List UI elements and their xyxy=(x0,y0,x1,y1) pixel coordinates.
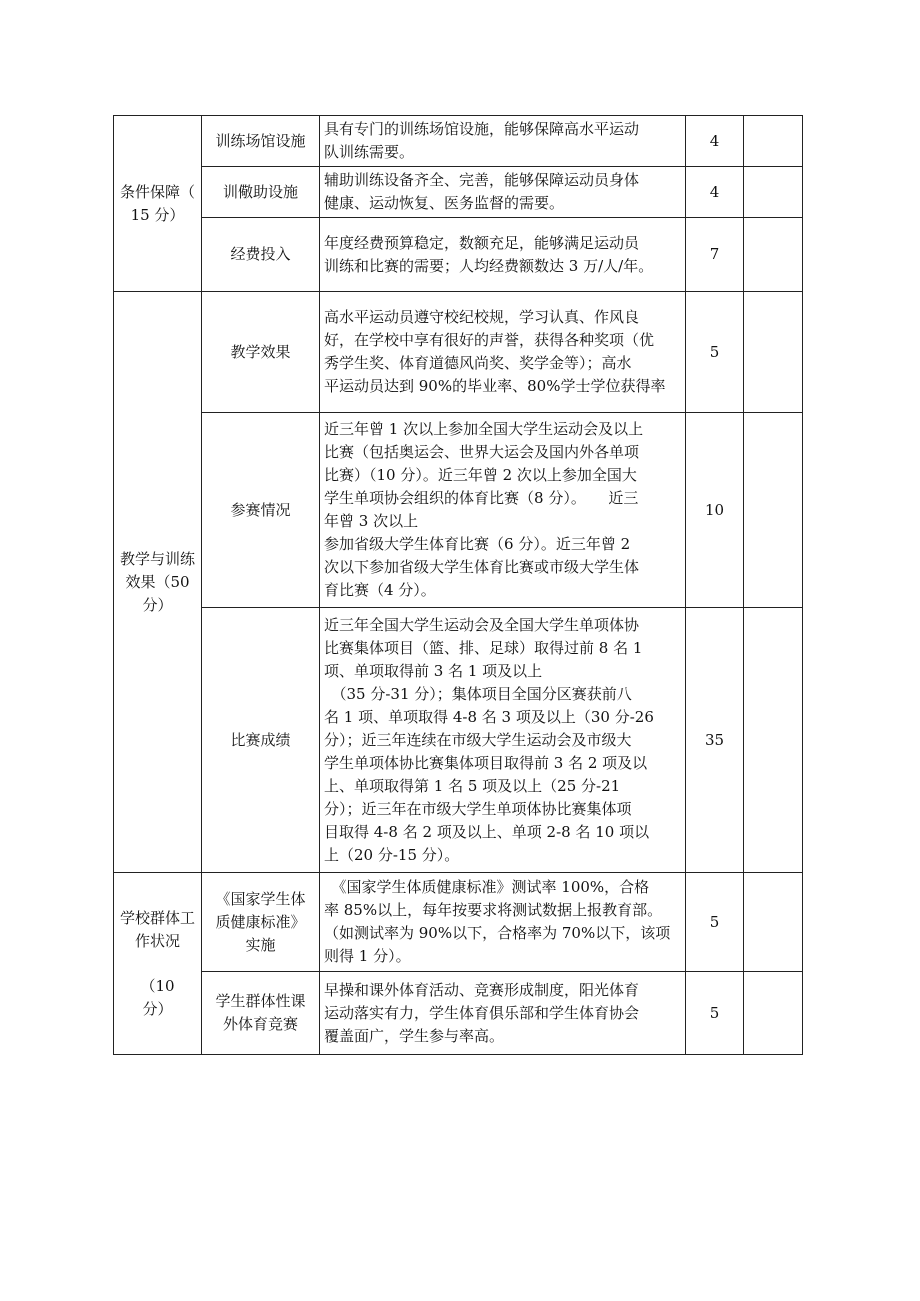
description-cell xyxy=(320,873,686,972)
table-row xyxy=(114,292,803,413)
description-line: （如测试率为 90%以下，合格率为 70%以下，该项 xyxy=(324,924,671,942)
score-cell xyxy=(686,218,744,292)
item-name: 训练场馆设施 xyxy=(215,131,306,150)
description-line: 健康、运动恢复、医务监督的需要。 xyxy=(324,194,565,212)
table-row xyxy=(114,218,803,292)
score-cell xyxy=(686,873,744,972)
blank-cell xyxy=(744,167,803,218)
item-name: 经费投入 xyxy=(230,245,291,263)
description-line: 次以下参加省级大学生体育比赛或市级大学生体 xyxy=(324,558,640,576)
category-label: 15 分） xyxy=(130,205,185,224)
description-line: 学生单项协会组织的体育比赛（8 分）。 近三 xyxy=(324,489,639,507)
description-line: 率 85%以上，每年按要求将测试数据上报教育部。 xyxy=(324,901,663,919)
description-cell xyxy=(320,413,686,608)
blank-cell xyxy=(744,608,803,873)
description-line: 具有专门的训练场馆设施，能够保障高水平运动 xyxy=(324,120,640,138)
description-cell xyxy=(320,218,686,292)
description-line: 早操和课外体育活动、竞赛形成制度，阳光体育 xyxy=(324,980,640,999)
description-line: 参加省级大学生体育比赛（6 分）。近三年曾 2 xyxy=(324,535,631,553)
description-line: 平运动员达到 90%的毕业率、80%学士学位获得率 xyxy=(324,377,666,395)
item-name: 《国家学生体 xyxy=(215,889,306,908)
table-row xyxy=(114,972,803,1055)
score-cell xyxy=(686,972,744,1055)
description-line: 辅助训练设备齐全、完善，能够保障运动员身体 xyxy=(324,171,640,189)
description-line: 高水平运动员遵守校纪校规，学习认真、作风良 xyxy=(324,308,640,326)
description-line: 分）；近三年在市级大学生单项体协比赛集体项 xyxy=(324,799,632,818)
item-name-cell xyxy=(202,292,320,413)
description-line: （35 分-31 分）；集体项目全国分区赛获前八 xyxy=(324,684,632,703)
description-line: 秀学生奖、体育道德风尚奖、奖学金等）；高水 xyxy=(324,354,632,372)
item-name-cell xyxy=(202,873,320,972)
description-line: 学生单项体协比赛集体项目取得前 3 名 2 项及以 xyxy=(324,753,648,772)
category-label: 作状况 xyxy=(134,931,180,950)
table-row xyxy=(114,608,803,873)
description-line: 《国家学生体质健康标准》测试率 100%，合格 xyxy=(324,878,650,896)
description-cell xyxy=(320,292,686,413)
category-cell xyxy=(114,873,202,1055)
item-name-cell xyxy=(202,972,320,1055)
table-row xyxy=(114,167,803,218)
blank-cell xyxy=(744,218,803,292)
item-name-cell xyxy=(202,413,320,608)
table-row xyxy=(114,116,803,167)
description-cell xyxy=(320,116,686,167)
table-row xyxy=(114,413,803,608)
description-line: 则得 1 分）。 xyxy=(324,947,411,965)
score-value: 5 xyxy=(709,912,720,931)
description-line: 上（20 分-15 分）。 xyxy=(324,845,460,864)
score-cell xyxy=(686,413,744,608)
description-line: 目取得 4-8 名 2 项及以上、单项 2-8 名 10 项以 xyxy=(324,822,650,841)
category-label: 效果（50 xyxy=(125,572,190,591)
score-cell xyxy=(686,608,744,873)
item-name: 外体育竞赛 xyxy=(222,1015,298,1033)
item-name: 学生群体性课 xyxy=(215,992,306,1010)
score-cell xyxy=(686,116,744,167)
score-value: 4 xyxy=(709,182,720,201)
item-name: 教学效果 xyxy=(230,342,291,361)
category-label: 分） xyxy=(142,999,173,1018)
description-line: 年曾 3 次以上 xyxy=(324,512,419,530)
item-name-cell xyxy=(202,116,320,167)
category-label: 分） xyxy=(142,595,173,614)
blank-cell xyxy=(744,292,803,413)
description-line: 上、单项取得第 1 名 5 项及以上（25 分-21 xyxy=(324,776,621,795)
table-row xyxy=(114,873,803,972)
item-name: 实施 xyxy=(245,935,276,954)
category-label: 学校群体工 xyxy=(119,908,195,927)
item-name: 参赛情况 xyxy=(230,500,291,519)
score-value: 5 xyxy=(709,342,720,361)
item-name: 比赛成绩 xyxy=(230,730,291,749)
category-label: 条件保障（ xyxy=(119,182,195,201)
description-cell xyxy=(320,608,686,873)
blank-cell xyxy=(744,972,803,1055)
category-label: 教学与训练 xyxy=(119,549,195,568)
score-value: 5 xyxy=(709,1003,720,1022)
item-name: 训儆助设施 xyxy=(222,182,298,201)
description-line: 近三年曾 1 次以上参加全国大学生运动会及以上 xyxy=(324,420,644,438)
score-value: 7 xyxy=(709,245,720,263)
description-line: 育比赛（4 分）。 xyxy=(324,581,436,599)
item-name-cell xyxy=(202,218,320,292)
description-line: 名 1 项、单项取得 4-8 名 3 项及以上（30 分-26 xyxy=(324,707,654,726)
description-line: 年度经费预算稳定，数额充足，能够满足运动员 xyxy=(324,233,640,252)
score-value: 10 xyxy=(704,500,725,519)
item-name-cell xyxy=(202,608,320,873)
description-line: 比赛集体项目（篮、排、足球）取得过前 8 名 1 xyxy=(324,638,643,657)
item-name-cell xyxy=(202,167,320,218)
description-line: 项、单项取得前 3 名 1 项及以上 xyxy=(324,661,543,680)
description-line: 分）；近三年连续在市级大学生运动会及市级大 xyxy=(324,730,632,749)
description-line: 队训练需要。 xyxy=(324,143,415,161)
score-cell xyxy=(686,292,744,413)
item-name: 质健康标准》 xyxy=(215,912,306,931)
category-label: （10 xyxy=(140,976,175,995)
blank-cell xyxy=(744,413,803,608)
category-cell xyxy=(114,116,202,292)
description-line: 训练和比赛的需要；人均经费额数达 3 万/人/年。 xyxy=(324,256,654,275)
score-value: 35 xyxy=(704,730,725,749)
category-cell xyxy=(114,292,202,873)
evaluation-table xyxy=(113,115,803,1055)
description-line: 覆盖面广，学生参与率高。 xyxy=(324,1026,505,1045)
score-cell xyxy=(686,167,744,218)
blank-cell xyxy=(744,116,803,167)
description-cell xyxy=(320,972,686,1055)
blank-cell xyxy=(744,873,803,972)
description-line: 好，在学校中享有很好的声誉，获得各种奖项（优 xyxy=(324,331,655,349)
description-line: 比赛）（10 分）。近三年曾 2 次以上参加全国大 xyxy=(324,466,637,484)
description-line: 近三年全国大学生运动会及全国大学生单项体协 xyxy=(324,615,640,634)
description-line: 比赛（包括奥运会、世界大运会及国内外各单项 xyxy=(324,443,640,461)
description-line: 运动落实有力，学生体育俱乐部和学生体育协会 xyxy=(324,1003,640,1022)
description-cell xyxy=(320,167,686,218)
score-value: 4 xyxy=(709,131,720,150)
